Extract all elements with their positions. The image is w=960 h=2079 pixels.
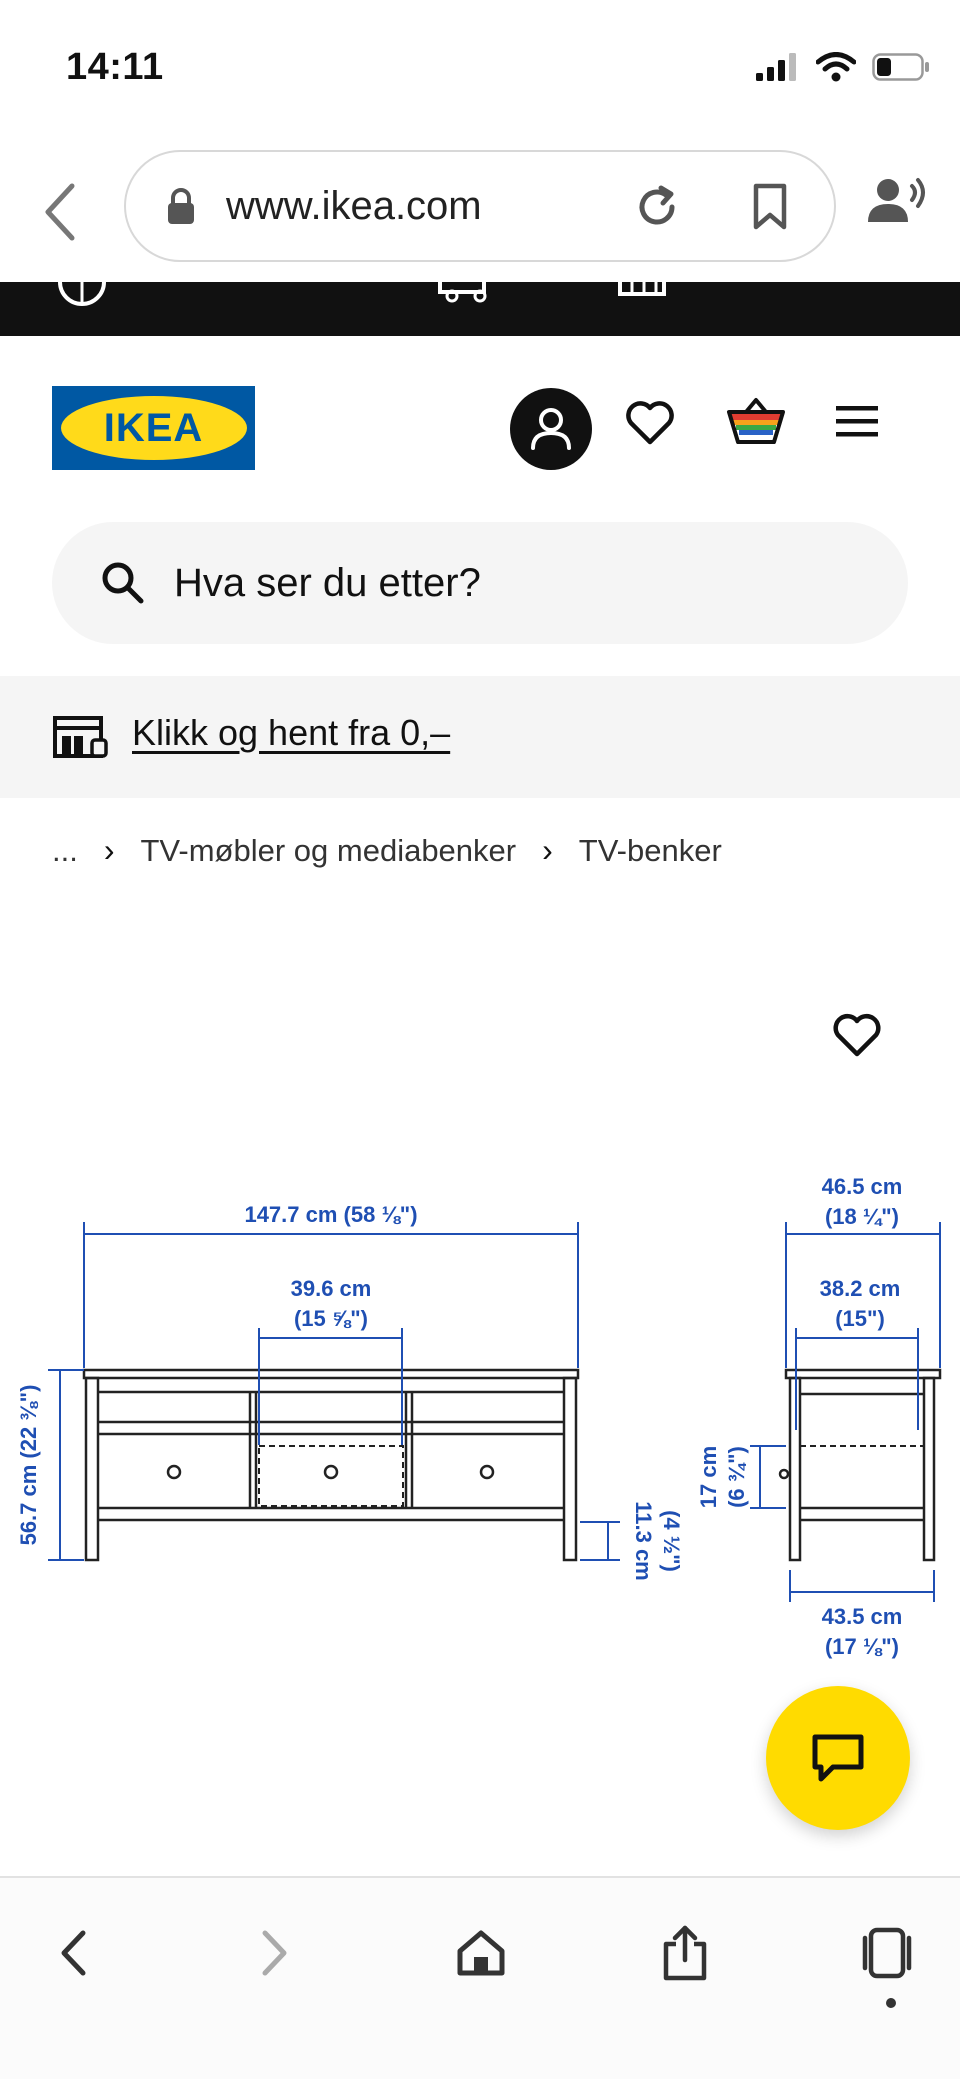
- browser-toolbar: [0, 140, 960, 282]
- click-collect-banner: [0, 676, 960, 798]
- dim-leg-height-cm: 11.3 cm: [631, 1501, 656, 1581]
- share-button[interactable]: [650, 1918, 720, 1988]
- wishlist-heart-icon[interactable]: [624, 398, 676, 446]
- page-indicator-dot: [886, 1998, 896, 2008]
- search-input[interactable]: [174, 522, 854, 644]
- browser-bottom-bar: [0, 1876, 960, 2079]
- dim-depth-total-cm: 46.5 cm: [821, 1174, 903, 1199]
- dim-depth-total-in: (18 ¼"): [824, 1204, 900, 1229]
- wifi-icon: [816, 52, 856, 82]
- nav-forward-button[interactable]: [240, 1918, 310, 1988]
- shopping-bag-icon[interactable]: [726, 396, 786, 448]
- globe-icon: [54, 282, 114, 312]
- tabs-icon: [861, 1926, 913, 1980]
- chat-button[interactable]: [766, 1686, 910, 1830]
- dim-depth-base-in: (17 ⅛"): [824, 1634, 900, 1659]
- dim-leg-height-in: (4 ½"): [659, 1510, 684, 1572]
- lock-icon: [166, 188, 196, 226]
- bookmark-icon[interactable]: [750, 182, 790, 232]
- user-icon: [529, 406, 573, 452]
- status-time: 14:11: [66, 46, 164, 88]
- ikea-logo[interactable]: [52, 386, 255, 470]
- breadcrumb-chevron-icon: ›: [542, 832, 553, 868]
- click-collect-store-icon: [52, 712, 110, 760]
- store-icon: [616, 282, 676, 312]
- search-icon: [100, 560, 146, 606]
- dim-depth-inner-in: (15"): [835, 1306, 885, 1331]
- dim-depth-base-cm: 43.5 cm: [821, 1604, 903, 1629]
- dim-drawer-height-cm: 17 cm: [696, 1445, 721, 1509]
- browser-back-icon[interactable]: [40, 182, 80, 242]
- product-save-heart-icon[interactable]: [832, 1012, 882, 1058]
- delivery-truck-icon: [436, 282, 506, 312]
- back-icon: [58, 1929, 88, 1977]
- chat-bubble-icon: [811, 1733, 865, 1783]
- logo-oval: [61, 396, 247, 460]
- dim-compartment-width-cm: 39.6 cm: [290, 1276, 372, 1301]
- breadcrumb-item-tv-benches[interactable]: TV-benker: [578, 832, 722, 868]
- share-icon: [662, 1924, 708, 1982]
- dim-depth-inner-cm: 38.2 cm: [819, 1276, 901, 1301]
- dim-drawer-height-in: (6 ¾"): [724, 1446, 749, 1508]
- click-collect-link[interactable]: Klikk og hent fra 0,–: [132, 712, 451, 753]
- reader-voice-icon[interactable]: [866, 176, 928, 226]
- url-text: www.ikea.com: [226, 184, 482, 228]
- breadcrumb-item-tv-furniture[interactable]: TV-møbler og mediabenker: [140, 832, 517, 868]
- forward-icon: [260, 1929, 290, 1977]
- tabs-button[interactable]: [852, 1918, 922, 1988]
- dim-total-width: 147.7 cm (58 ⅛"): [244, 1202, 418, 1227]
- breadcrumb-chevron-icon: ›: [103, 832, 115, 868]
- logo-text: IKEA: [103, 405, 204, 450]
- nav-back-button[interactable]: [38, 1918, 108, 1988]
- signal-icon: [756, 53, 800, 81]
- breadcrumb-ellipsis[interactable]: ...: [52, 832, 78, 868]
- home-icon: [456, 1929, 506, 1977]
- address-bar[interactable]: [124, 150, 836, 262]
- profile-button[interactable]: [510, 388, 592, 470]
- site-header: [0, 336, 960, 516]
- breadcrumb: [52, 832, 722, 869]
- reload-icon[interactable]: [632, 182, 682, 232]
- dim-compartment-width-in: (15 ⅝"): [293, 1306, 369, 1331]
- battery-icon: [872, 53, 930, 81]
- hamburger-menu-icon[interactable]: [834, 402, 880, 442]
- dim-total-height: 56.7 cm (22 ⅜"): [16, 1384, 41, 1546]
- nav-home-button[interactable]: [446, 1918, 516, 1988]
- status-icons: [756, 52, 930, 82]
- product-dimension-diagram: [0, 1160, 960, 1680]
- search-bar[interactable]: [52, 522, 908, 644]
- status-bar: [0, 0, 960, 140]
- promo-strip: [0, 282, 960, 336]
